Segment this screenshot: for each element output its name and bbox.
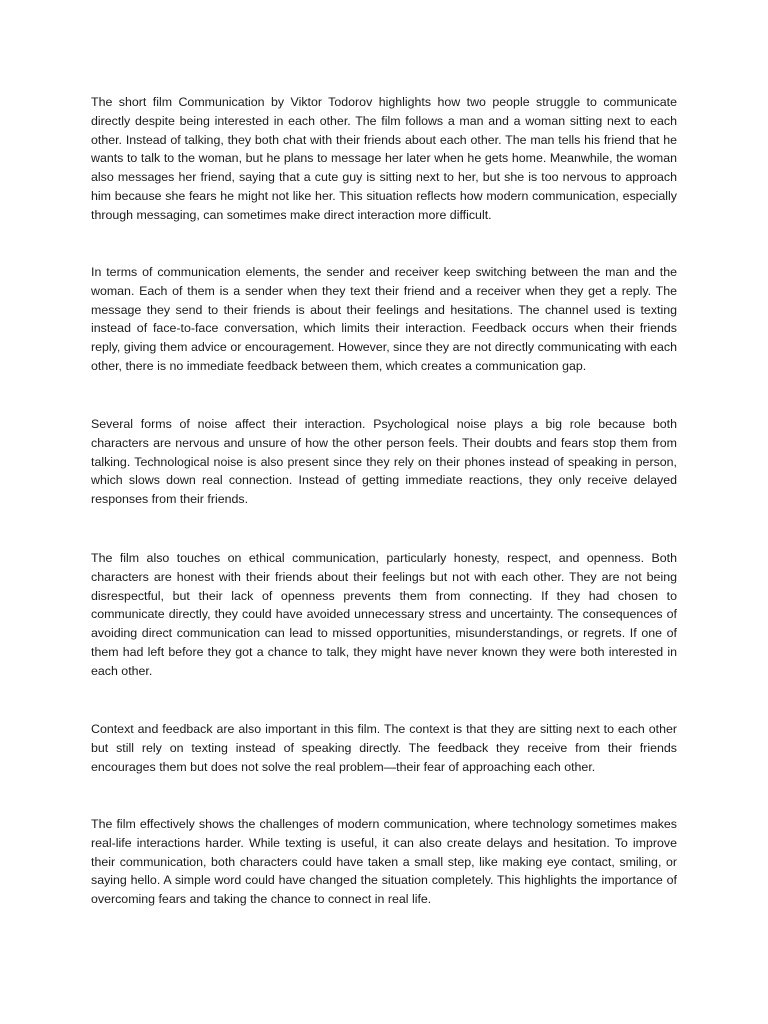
paragraph-introduction: The short film Communication by Viktor Todorov highlights how two people struggle to communicate directly despite being interested in each other. The film follows a man and a woman sitting next to each other. Instead of talking, they both chat with their friends about each other. The man tells his friend that he wants to talk to the woman, but he plans to message her later when he gets home. Meanwhile, the woman also messages her friend, saying that a cute guy is sitting next to her, but she is too nervous to approach him because she fears he might not like her. This situation reflects how modern communication, especially through messaging, can sometimes make direct interaction more difficult. (91, 95, 677, 222)
paragraph-ethical-communication: The film also touches on ethical communication, particularly honesty, respect, and openness. Both characters are honest with their friends about their feelings but not with each other. They are not being disrespectful, but their lack of openness prevents them from connecting. If they had chosen to communicate directly, they could have avoided unnecessary stress and uncertainty. The consequences of avoiding direct communication can lead to missed opportunities, misunderstandings, or regrets. If one of them had left before they got a chance to talk, they might have never known they were both interested in each other. (91, 551, 677, 678)
paragraph-conclusion: The film effectively shows the challenges of modern communication, where technology sometimes makes real-life interactions harder. While texting is useful, it can also create delays and hesitation. To improve their communication, both characters could have taken a small step, like making eye contact, smiling, or saying hello. A simple word could have changed the situation completely. This highlights the importance of overcoming fears and taking the chance to connect in real life. (91, 817, 677, 907)
paragraph-communication-elements: In terms of communication elements, the sender and receiver keep switching between the man and the woman. Each of them is a sender when they text their friend and a receiver when they get a reply. The message they send to their friends is about their feelings and hesitations. The channel used is texting instead of face-to-face conversation, which limits their interaction. Feedback occurs when their friends reply, giving them advice or encouragement. However, since they are not directly communicating with each other, there is no immediate feedback between them, which creates a communication gap. (91, 265, 677, 373)
paragraph-noise: Several forms of noise affect their interaction. Psychological noise plays a big role because both characters are nervous and unsure of how the other person feels. Their doubts and fears stop them from talking. Technological noise is also present since they rely on their phones instead of speaking in person, which slows down real connection. Instead of getting immediate reactions, they only receive delayed responses from their friends. (91, 417, 677, 507)
paragraph-context-feedback: Context and feedback are also important in this film. The context is that they are sitting next to each other but still rely on texting instead of speaking directly. The feedback they receive from their friends encourages them but does not solve the real problem—their fear of approaching each other. (91, 722, 677, 774)
